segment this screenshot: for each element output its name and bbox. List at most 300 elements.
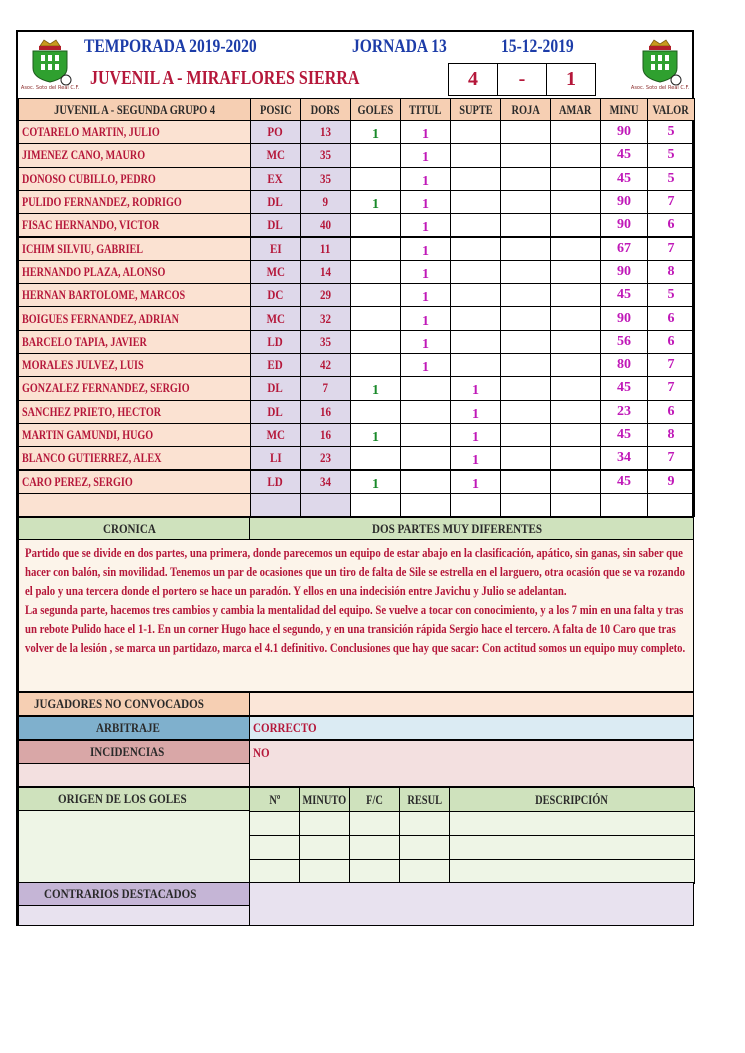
table-cell-text: 1 (372, 127, 379, 143)
table-cell-text: LD (267, 333, 284, 349)
column-header-label: DORS (311, 101, 340, 117)
table-cell-goles (350, 237, 401, 261)
goals-column-label: RESUL (407, 791, 442, 807)
table-cell-text: 90 (617, 194, 631, 210)
table-cell-text: 34 (617, 450, 631, 466)
table-cell-valor (647, 376, 695, 400)
origen-goles-blank (18, 810, 250, 883)
table-cell-goles (350, 190, 401, 214)
table-cell-text: SANCHEZ PRIETO, HECTOR (22, 403, 162, 419)
goals-table-cell (299, 811, 350, 836)
goals-column-label: DESCRIPCIÓN (535, 791, 609, 807)
table-cell-posic (250, 213, 301, 237)
table-cell-valor (647, 237, 695, 261)
table-cell-goles (350, 470, 401, 494)
table-cell-amar (550, 190, 601, 214)
table-cell-posic (250, 283, 301, 307)
table-cell-nombre (18, 143, 251, 167)
table-cell-text: 6 (667, 310, 675, 326)
table-cell-dors (300, 353, 351, 377)
goals-table-cell (449, 859, 695, 884)
table-cell-supte (450, 260, 501, 284)
table-cell-amar (550, 493, 601, 517)
table-cell-text: 40 (319, 217, 332, 233)
table-cell-text: 16 (319, 427, 332, 443)
table-cell-dors (300, 423, 351, 447)
table-cell-text: 7 (667, 240, 675, 256)
table-cell-dors (300, 283, 351, 307)
table-cell-titul (400, 143, 451, 167)
table-cell-goles (350, 376, 401, 400)
table-cell-minu (600, 120, 648, 144)
club-crest-left-icon (20, 38, 80, 91)
table-cell-roja (500, 446, 551, 470)
table-cell-text: MORALES JULVEZ, LUIS (22, 357, 144, 373)
table-cell-text: 29 (319, 287, 332, 303)
table-cell-supte (450, 283, 501, 307)
cronica-label: CRONICA (18, 517, 250, 540)
table-cell-posic (250, 330, 301, 354)
column-header-label: VALOR (652, 101, 690, 117)
table-cell-titul (400, 493, 451, 517)
table-cell-roja (500, 190, 551, 214)
table-cell-text: COTARELO MARTIN, JULIO (22, 124, 160, 140)
table-cell-text: 35 (319, 147, 332, 163)
table-cell-goles (350, 120, 401, 144)
table-cell-amar (550, 283, 601, 307)
table-cell-text: 13 (319, 124, 332, 140)
incidencias-blank (18, 763, 250, 787)
table-cell-goles (350, 283, 401, 307)
table-cell-supte (450, 470, 501, 494)
match-title: JUVENIL A - MIRAFLORES SIERRA (90, 67, 360, 89)
table-cell-minu (600, 493, 648, 517)
table-cell-posic (250, 306, 301, 330)
table-cell-supte (450, 493, 501, 517)
table-cell-text: 9 (322, 194, 329, 210)
origen-goles-label: ORIGEN DE LOS GOLES (18, 787, 250, 811)
table-cell-amar (550, 400, 601, 424)
table-cell-roja (500, 213, 551, 237)
table-cell-minu (600, 376, 648, 400)
column-header-label: TITUL (409, 101, 442, 117)
table-cell-supte (450, 353, 501, 377)
table-cell-text: 7 (322, 380, 329, 396)
table-cell-text: 1 (422, 360, 429, 376)
table-cell-text: 42 (319, 357, 332, 373)
svg-text:Asoc. Soto del Real C.F.: Asoc. Soto del Real C.F. (630, 85, 690, 91)
table-cell-goles (350, 423, 401, 447)
home-score: 4 (448, 63, 498, 96)
table-cell-amar (550, 353, 601, 377)
table-cell-valor (647, 400, 695, 424)
goals-table-cell (349, 835, 400, 860)
table-cell-roja (500, 167, 551, 191)
table-cell-text: 1 (372, 383, 379, 399)
table-cell-text: 1 (472, 476, 479, 492)
goals-column-label: Nº (269, 791, 280, 807)
svg-text:Asoc. Soto del Real C.F.: Asoc. Soto del Real C.F. (20, 85, 80, 91)
table-cell-titul (400, 446, 451, 470)
table-cell-text: HERNAN BARTOLOME, MARCOS (22, 287, 186, 303)
contrarios-label: CONTRARIOS DESTACADOS (18, 882, 250, 906)
table-cell-posic (250, 190, 301, 214)
table-cell-minu (600, 400, 648, 424)
goals-table-cell (399, 811, 450, 836)
table-cell-text: 1 (422, 290, 429, 306)
table-cell-goles (350, 353, 401, 377)
column-header-minu (600, 98, 648, 121)
table-cell-minu (600, 237, 648, 261)
no-convocados-label: JUGADORES NO CONVOCADOS (18, 692, 250, 716)
table-cell-text: 1 (422, 173, 429, 189)
table-cell-dors (300, 190, 351, 214)
table-cell-minu (600, 446, 648, 470)
table-cell-text: 1 (372, 197, 379, 213)
incidencias-value: NO (249, 740, 694, 787)
table-cell-text: 35 (319, 170, 332, 186)
match-sheet (16, 30, 694, 926)
table-cell-valor (647, 493, 695, 517)
table-cell-text: DL (267, 217, 284, 233)
table-cell-text: 7 (667, 380, 675, 396)
table-cell-posic (250, 120, 301, 144)
match-date: 15-12-2019 (501, 36, 574, 57)
table-cell-text: 1 (422, 313, 429, 329)
table-cell-nombre (18, 237, 251, 261)
table-cell-text: ICHIM SILVIU, GABRIEL (22, 240, 144, 256)
table-cell-text: FISAC HERNANDO, VICTOR (22, 217, 160, 233)
table-cell-text: CARO PEREZ, SERGIO (22, 473, 133, 489)
table-cell-goles (350, 167, 401, 191)
no-convocados-value (249, 692, 694, 716)
table-cell-minu (600, 470, 648, 494)
column-header-supte (450, 98, 501, 121)
table-cell-text: 1 (472, 406, 479, 422)
table-cell-nombre (18, 190, 251, 214)
table-cell-text: 35 (319, 333, 332, 349)
table-cell-text: MC (266, 310, 285, 326)
table-cell-text: GONZALEZ FERNANDEZ, SERGIO (22, 380, 190, 396)
table-cell-nombre (18, 306, 251, 330)
table-cell-text: 45 (617, 473, 631, 489)
table-cell-text: PULIDO FERNANDEZ, RODRIGO (22, 194, 182, 210)
table-cell-dors (300, 260, 351, 284)
table-cell-nombre (18, 167, 251, 191)
table-cell-titul (400, 353, 451, 377)
table-cell-goles (350, 400, 401, 424)
table-cell-titul (400, 470, 451, 494)
incidencias-label: INCIDENCIAS (18, 740, 250, 764)
goals-column-label: MINUTO (302, 791, 347, 807)
table-cell-amar (550, 330, 601, 354)
table-cell-text: 1 (422, 266, 429, 282)
player-table (18, 98, 694, 516)
table-cell-posic (250, 493, 301, 517)
table-cell-roja (500, 260, 551, 284)
table-cell-titul (400, 237, 451, 261)
table-cell-supte (450, 423, 501, 447)
table-cell-dors (300, 493, 351, 517)
table-cell-text: 90 (617, 217, 631, 233)
goals-table-cell (449, 835, 695, 860)
table-cell-roja (500, 470, 551, 494)
table-cell-nombre (18, 120, 251, 144)
table-cell-text: 90 (617, 310, 631, 326)
table-cell-nombre (18, 423, 251, 447)
table-cell-amar (550, 446, 601, 470)
table-cell-minu (600, 423, 648, 447)
table-cell-text: ED (267, 357, 284, 373)
table-cell-text: 90 (617, 263, 631, 279)
table-cell-minu (600, 330, 648, 354)
table-cell-titul (400, 190, 451, 214)
table-cell-valor (647, 120, 695, 144)
table-cell-valor (647, 470, 695, 494)
table-cell-amar (550, 120, 601, 144)
column-header-label: ROJA (511, 101, 540, 117)
table-cell-amar (550, 306, 601, 330)
table-cell-posic (250, 353, 301, 377)
contrarios-value (249, 882, 694, 926)
table-cell-titul (400, 400, 451, 424)
goals-table-cell (349, 811, 400, 836)
table-cell-dors (300, 213, 351, 237)
table-cell-supte (450, 143, 501, 167)
table-cell-roja (500, 143, 551, 167)
table-cell-minu (600, 283, 648, 307)
table-cell-supte (450, 306, 501, 330)
table-cell-amar (550, 423, 601, 447)
table-cell-text: 45 (617, 380, 631, 396)
goals-column-label: F/C (366, 791, 383, 807)
table-cell-amar (550, 470, 601, 494)
table-cell-text: 16 (319, 403, 332, 419)
table-cell-roja (500, 330, 551, 354)
column-header-label: MINU (609, 101, 639, 117)
table-cell-amar (550, 213, 601, 237)
table-cell-posic (250, 167, 301, 191)
table-cell-text: 9 (667, 473, 675, 489)
table-cell-text: MC (266, 263, 285, 279)
table-cell-text: LI (269, 450, 282, 466)
table-cell-nombre (18, 376, 251, 400)
table-cell-titul (400, 283, 451, 307)
table-cell-dors (300, 237, 351, 261)
table-cell-titul (400, 376, 451, 400)
goals-table-cell (249, 859, 300, 884)
goals-column-header (349, 787, 400, 812)
table-cell-text: 1 (472, 430, 479, 446)
column-header-label: AMAR (559, 101, 592, 117)
table-cell-valor (647, 423, 695, 447)
table-cell-text: 34 (319, 473, 332, 489)
club-crest-right-icon (630, 38, 690, 91)
goals-column-header (449, 787, 695, 812)
table-cell-supte (450, 190, 501, 214)
goals-table-cell (299, 835, 350, 860)
table-cell-text: 80 (617, 357, 631, 373)
table-cell-text: DL (267, 403, 284, 419)
table-cell-text: HERNANDO PLAZA, ALONSO (22, 263, 166, 279)
goals-table (249, 787, 694, 883)
table-cell-roja (500, 120, 551, 144)
column-header-label: JUVENIL A - SEGUNDA GRUPO 4 (54, 101, 215, 117)
table-cell-text: 6 (667, 217, 675, 233)
table-cell-dors (300, 120, 351, 144)
table-cell-nombre (18, 213, 251, 237)
table-cell-roja (500, 283, 551, 307)
table-cell-roja (500, 400, 551, 424)
table-cell-amar (550, 376, 601, 400)
goals-table-cell (449, 811, 695, 836)
table-cell-valor (647, 446, 695, 470)
table-cell-titul (400, 330, 451, 354)
column-header-amar (550, 98, 601, 121)
table-cell-text: 1 (422, 336, 429, 352)
table-cell-dors (300, 376, 351, 400)
table-cell-text: MC (266, 427, 285, 443)
table-cell-text: DC (267, 287, 284, 303)
table-cell-text: EX (267, 170, 284, 186)
table-cell-text: MC (266, 147, 285, 163)
table-cell-posic (250, 446, 301, 470)
table-cell-text: DL (267, 194, 284, 210)
column-header-goles (350, 98, 401, 121)
table-cell-amar (550, 143, 601, 167)
table-cell-text: 5 (667, 287, 675, 303)
goals-table-cell (399, 859, 450, 884)
table-cell-roja (500, 423, 551, 447)
matchday-title: JORNADA 13 (352, 36, 447, 57)
table-cell-dors (300, 446, 351, 470)
table-cell-valor (647, 260, 695, 284)
table-cell-goles (350, 330, 401, 354)
table-cell-dors (300, 143, 351, 167)
goals-column-header (249, 787, 300, 812)
goals-table-cell (349, 859, 400, 884)
table-cell-nombre (18, 353, 251, 377)
column-header-label: POSIC (259, 101, 292, 117)
table-cell-text: 6 (667, 333, 675, 349)
goals-table-cell (249, 835, 300, 860)
table-cell-text: 11 (320, 240, 331, 256)
table-cell-text: 45 (617, 427, 631, 443)
table-cell-text: 7 (667, 357, 675, 373)
table-cell-goles (350, 213, 401, 237)
cronica-paragraph-2: La segunda parte, hacemos tres cambios y cambia la mentalidad del equipo. Se vuelve a tocar con conocimiento, y a los 7 min en una falta y tras un rebote Pulido hace el 1-1. En un corner Hugo hace el segundo, y en una transición rápida Sergio hace el tercero. A falta de 10 Caro que tras volver de la lesión , se marca un partidazo, marca el 4.1 definitivo. Conclusiones que hay que sacar: Con actitud somos un equipo muy completo. (25, 603, 686, 655)
table-cell-valor (647, 213, 695, 237)
table-cell-goles (350, 260, 401, 284)
cronica-title: DOS PARTES MUY DIFERENTES (249, 517, 694, 540)
table-cell-minu (600, 260, 648, 284)
table-cell-posic (250, 237, 301, 261)
table-cell-text: 45 (617, 287, 631, 303)
table-cell-supte (450, 167, 501, 191)
table-cell-text: 45 (617, 170, 631, 186)
table-cell-minu (600, 190, 648, 214)
table-cell-minu (600, 306, 648, 330)
table-cell-supte (450, 237, 501, 261)
table-cell-valor (647, 167, 695, 191)
table-cell-valor (647, 190, 695, 214)
table-cell-supte (450, 446, 501, 470)
table-cell-text: DL (267, 380, 284, 396)
table-cell-text: 1 (472, 453, 479, 469)
table-cell-roja (500, 353, 551, 377)
table-cell-text: 7 (667, 450, 675, 466)
table-cell-text: MARTIN GAMUNDI, HUGO (22, 427, 154, 443)
goals-table-cell (299, 859, 350, 884)
table-cell-posic (250, 260, 301, 284)
column-header-roja (500, 98, 551, 121)
goals-table-cell (399, 835, 450, 860)
table-cell-text: 8 (667, 427, 675, 443)
table-cell-nombre (18, 283, 251, 307)
cronica-paragraph-1: Partido que se divide en dos partes, una primera, donde parecemos un equipo de estar abajo en la clasificación, apático, sin ganas, sin saber que hacer con balón, sin movilidad. Tenemos un par de ocasiones que un tiro de falta de Sile se estrella en el larguero, otra ocasión que se va rozando el palo y una tercera donde el portero se hace un paradón. Y ellos en una indecisión entre Javichu y Julio se adelantan. (25, 546, 685, 598)
table-cell-roja (500, 237, 551, 261)
table-cell-roja (500, 306, 551, 330)
table-cell-posic (250, 400, 301, 424)
table-cell-dors (300, 330, 351, 354)
table-cell-titul (400, 423, 451, 447)
arbitraje-label: ARBITRAJE (18, 716, 250, 740)
table-cell-supte (450, 213, 501, 237)
table-cell-titul (400, 306, 451, 330)
table-cell-minu (600, 167, 648, 191)
table-cell-goles (350, 493, 401, 517)
table-cell-text: 5 (667, 124, 675, 140)
table-cell-minu (600, 143, 648, 167)
table-cell-titul (400, 260, 451, 284)
score-separator: - (497, 63, 547, 96)
table-cell-amar (550, 260, 601, 284)
table-cell-text: 67 (617, 240, 631, 256)
cronica-body (18, 539, 694, 692)
table-cell-dors (300, 167, 351, 191)
table-cell-nombre (18, 330, 251, 354)
table-cell-nombre (18, 470, 251, 494)
table-cell-posic (250, 143, 301, 167)
goals-column-header (299, 787, 350, 812)
table-cell-posic (250, 470, 301, 494)
table-cell-supte (450, 330, 501, 354)
season-title: TEMPORADA 2019-2020 (84, 36, 257, 57)
table-cell-text: 1 (422, 127, 429, 143)
table-cell-nombre (18, 260, 251, 284)
table-cell-text: BOIGUES FERNANDEZ, ADRIAN (22, 310, 179, 326)
table-cell-goles (350, 306, 401, 330)
table-cell-dors (300, 400, 351, 424)
table-cell-text: 7 (667, 194, 675, 210)
table-cell-amar (550, 167, 601, 191)
table-cell-text: 1 (422, 150, 429, 166)
table-cell-nombre (18, 493, 251, 517)
table-cell-titul (400, 167, 451, 191)
table-cell-nombre (18, 446, 251, 470)
table-cell-text: 1 (372, 476, 379, 492)
column-header-label: SUPTE (458, 101, 493, 117)
column-header-label: GOLES (357, 101, 394, 117)
table-cell-minu (600, 213, 648, 237)
arbitraje-value: CORRECTO (249, 716, 694, 740)
table-cell-text: BLANCO GUTIERREZ, ALEX (22, 450, 162, 466)
table-cell-valor (647, 306, 695, 330)
table-cell-text: JIMENEZ CANO, MAURO (22, 147, 146, 163)
table-cell-goles (350, 143, 401, 167)
table-cell-text: BARCELO TAPIA, JAVIER (22, 333, 147, 349)
table-cell-dors (300, 470, 351, 494)
